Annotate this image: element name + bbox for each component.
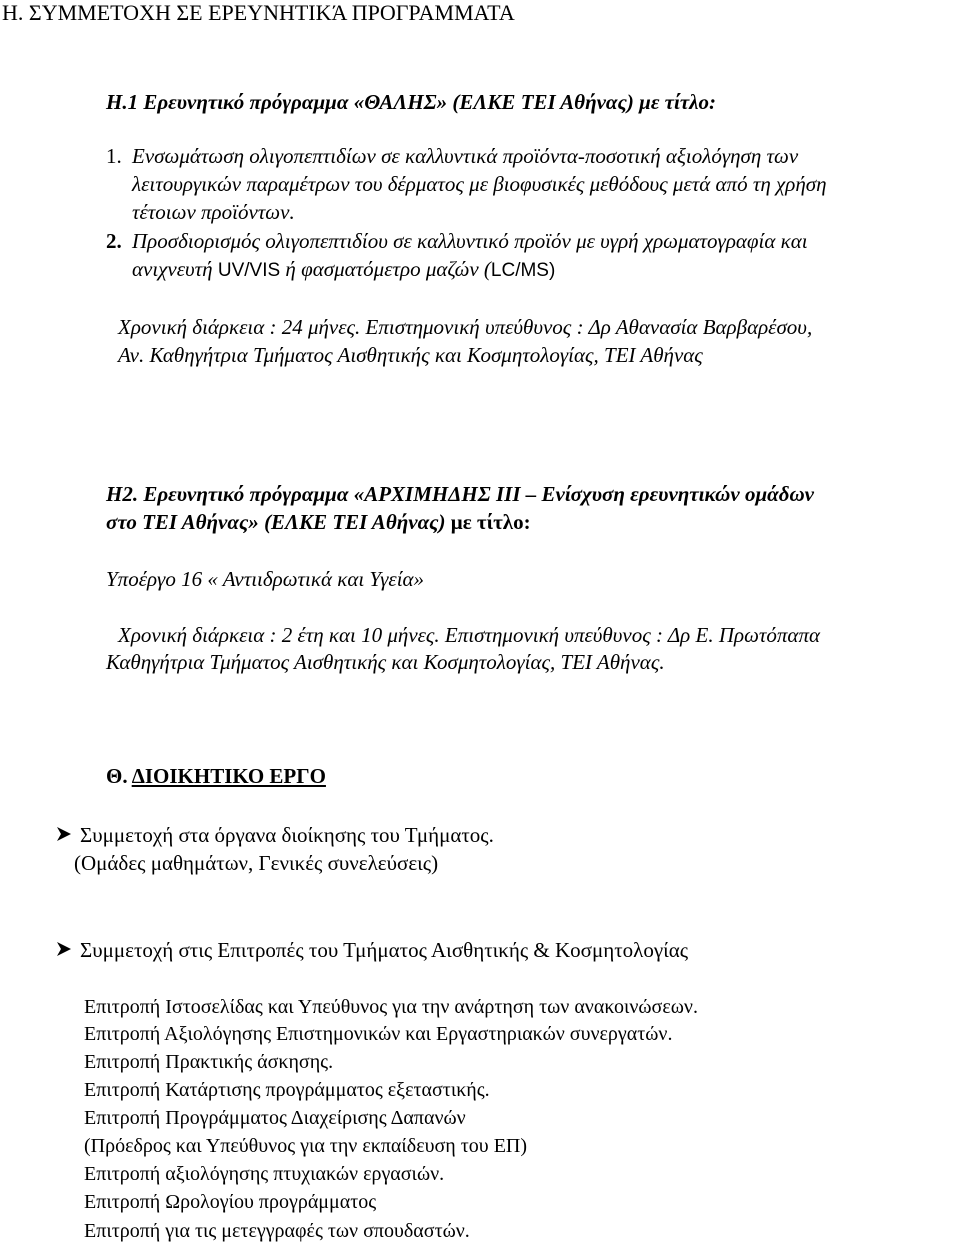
- h1-title: Η.1 Ερευνητικό πρόγραμμα «ΘΑΛΗΣ» (ΕΛΚΕ ΤΕΙ Αθήνας) με τίτλο:: [106, 90, 716, 114]
- section-heading-theta-title: ΔΙΟΙΚΗΤΙΚΟ ΕΡΓΟ: [131, 764, 326, 788]
- committee-item: (Πρόεδρος και Υπεύθυνος για την εκπαίδευση του ΕΠ): [84, 1135, 528, 1157]
- committee-item: Επιτροπή για τις μετεγγραφές των σπουδαστών.: [84, 1220, 470, 1242]
- section-heading-theta: [106, 766, 326, 787]
- committee-item: Επιτροπή Αξιολόγησης Επιστημονικών και Εργαστηριακών συνεργατών.: [84, 1023, 673, 1045]
- h1-duration-line-2: Αν. Καθηγήτρια Τμήματος Αισθητικής και Κοσμητολογίας, ΤΕΙ Αθήνας: [118, 343, 703, 367]
- committee-item: Επιτροπή Ωρολογίου προγράμματος: [84, 1191, 377, 1213]
- section-heading-h: Η. ΣΥΜΜΕΤΟΧΗ ΣΕ ΕΡΕΥΝΗΤΙΚΆ ΠΡΟΓΡΑΜΜΑΤΑ: [2, 0, 515, 25]
- h2-duration-line-1: Χρονική διάρκεια : 2 έτη και 10 μήνες. Επιστημονική υπεύθυνος : Δρ Ε. Πρωτόπαπα: [118, 623, 820, 647]
- h1-item-2-line-2: [132, 259, 555, 280]
- h1-duration-line-1: Χρονική διάρκεια : 24 μήνες. Επιστημονική υπεύθυνος : Δρ Αθανασία Βαρβαρέσου,: [118, 315, 813, 339]
- h2-subproject: Υποέργο 16 « Αντιιδρωτικά και Υγεία»: [106, 567, 425, 591]
- h1-item-2-line-1: Προσδιορισμός ολιγοπεπτιδίου σε καλλυντικό προϊόν με υγρή χρωματογραφία και: [132, 229, 808, 253]
- h2-title-line-2-part-a: στο ΤΕΙ Αθήνας»: [106, 510, 259, 534]
- section-heading-theta-prefix: Θ.: [106, 764, 132, 788]
- h1-item-1-line-2: λειτουργικών παραμέτρων του δέρματος με βιοφυσικές μεθόδους μετά από τη χρήση: [132, 172, 827, 196]
- bullet-1-line-1: Συμμετοχή στα όργανα διοίκησης του Τμήματος.: [80, 823, 494, 847]
- h1-item-2-line-2-part-a: ανιχνευτή: [132, 257, 213, 281]
- arrowhead-bullet-icon: [56, 826, 72, 842]
- committee-item: Επιτροπή αξιολόγησης πτυχιακών εργασιών.: [84, 1163, 445, 1185]
- h2-title-line-2-part-c: με τίτλο:: [450, 510, 531, 534]
- h2-title-line-1: Η2. Ερευνητικό πρόγραμμα «ΑΡΧΙΜΗΔΗΣ ΙΙΙ – Ενίσχυση ερευνητικών ομάδων: [106, 482, 815, 506]
- h1-item-2-number: 2.: [106, 229, 122, 253]
- h1-item-1-number: 1.: [106, 144, 122, 168]
- h1-item-1-line-3: τέτοιων προϊόντων.: [132, 200, 295, 224]
- committee-item: Επιτροπή Κατάρτισης προγράμματος εξεταστικής.: [84, 1079, 490, 1101]
- committee-item: Επιτροπή Πρακτικής άσκησης.: [84, 1051, 334, 1073]
- h1-item-1-line-1: Ενσωμάτωση ολιγοπεπτιδίων σε καλλυντικά προϊόντα-ποσοτική αξιολόγηση των: [132, 144, 799, 168]
- h1-item-2-line-2-part-d: LC/MS): [490, 260, 556, 281]
- bullet-1-line-2: (Ομάδες μαθημάτων, Γενικές συνελεύσεις): [74, 851, 439, 875]
- h2-duration-line-2: Καθηγήτρια Τμήματος Αισθητικής και Κοσμητολογίας, ΤΕΙ Αθήνας.: [106, 650, 665, 674]
- committee-item: Επιτροπή Ιστοσελίδας και Υπεύθυνος για την ανάρτηση των ανακοινώσεων.: [84, 996, 698, 1018]
- bullet-2: Συμμετοχή στις Επιτροπές του Τμήματος Αισθητικής & Κοσμητολογίας: [80, 938, 689, 962]
- h1-item-2-line-2-part-c: ή φασματόμετρο μαζών (: [285, 257, 491, 281]
- h2-title-line-2-part-b: (ΕΛΚΕ ΤΕΙ Αθήνας): [264, 510, 446, 534]
- arrowhead-bullet-icon: [56, 941, 72, 957]
- h1-item-2-line-2-part-b: UV/VIS: [217, 260, 281, 281]
- committee-item: Επιτροπή Προγράμματος Διαχείρισης Δαπανών: [84, 1107, 466, 1129]
- h2-title-line-2: [106, 512, 531, 533]
